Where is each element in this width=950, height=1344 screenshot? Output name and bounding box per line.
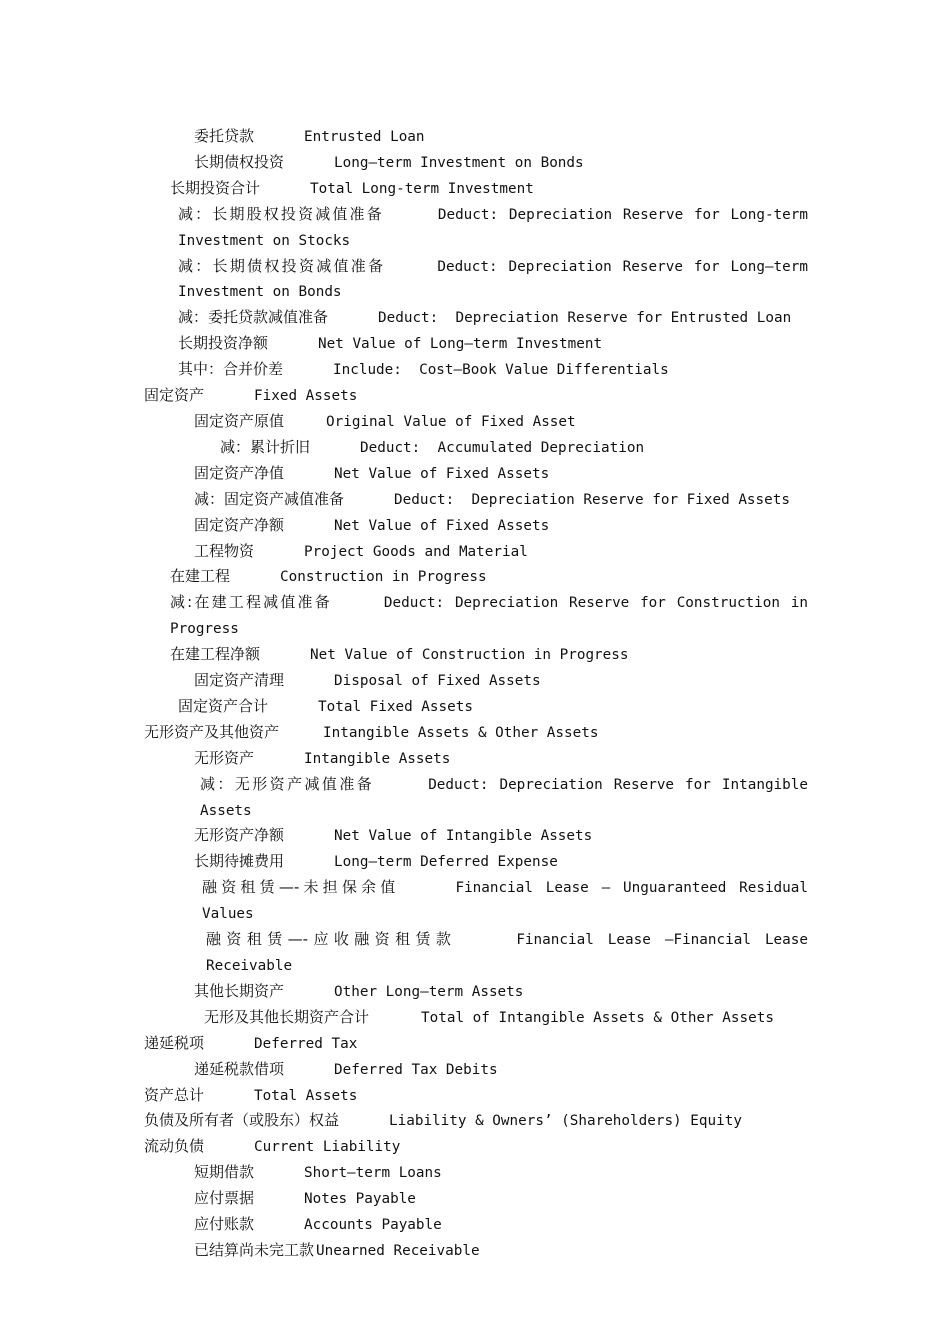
english-term: Deduct: Depreciation Reserve for Intangible Assets bbox=[200, 776, 808, 819]
glossary-entry bbox=[144, 435, 808, 461]
glossary-entry bbox=[144, 668, 808, 694]
english-term: Unearned Receivable bbox=[316, 1242, 480, 1259]
english-term: Total Assets bbox=[254, 1087, 358, 1104]
chinese-term: 已结算尚未完工款 bbox=[194, 1240, 315, 1259]
accounting-glossary bbox=[144, 124, 808, 1264]
chinese-term: 负债及所有者（或股东）权益 bbox=[144, 1111, 340, 1130]
glossary-entry bbox=[144, 487, 808, 513]
glossary-entry bbox=[144, 590, 808, 642]
glossary-entry bbox=[144, 1057, 808, 1083]
chinese-term: 资产总计 bbox=[144, 1085, 205, 1104]
glossary-entry bbox=[144, 305, 808, 331]
chinese-term: 减：固定资产减值准备 bbox=[194, 489, 345, 508]
chinese-term: 无形及其他长期资产合计 bbox=[204, 1007, 370, 1026]
glossary-entry bbox=[144, 331, 808, 357]
glossary-entry bbox=[144, 202, 808, 254]
chinese-term: 减：无形资产减值准备 bbox=[200, 774, 375, 793]
chinese-term: 在建工程净额 bbox=[170, 645, 261, 664]
english-term: Deduct: Depreciation Reserve for Long—term Investment on Bonds bbox=[178, 258, 808, 301]
english-term: Deferred Tax bbox=[254, 1035, 358, 1052]
chinese-term: 减：委托贷款减值准备 bbox=[178, 308, 329, 327]
glossary-entry bbox=[144, 409, 808, 435]
english-term: Financial Lease –Financial Lease Receivable bbox=[206, 932, 808, 974]
glossary-entry bbox=[144, 1108, 808, 1134]
chinese-term: 长期投资净额 bbox=[178, 334, 269, 353]
glossary-entry bbox=[144, 150, 808, 176]
english-term: Original Value of Fixed Asset bbox=[326, 413, 576, 430]
english-term: Current Liability bbox=[254, 1139, 401, 1156]
english-term: Deduct: Depreciation Reserve for Entrusted Loan bbox=[378, 310, 792, 327]
english-term: Total Fixed Assets bbox=[318, 698, 473, 715]
chinese-term: 减:在建工程减值准备 bbox=[170, 593, 332, 612]
chinese-term: 无形资产及其他资产 bbox=[144, 722, 280, 741]
glossary-entry bbox=[144, 539, 808, 565]
chinese-term: 长期投资合计 bbox=[170, 178, 261, 197]
glossary-entry bbox=[144, 383, 808, 409]
glossary-entry bbox=[144, 461, 808, 487]
chinese-term: 固定资产清理 bbox=[194, 671, 285, 690]
english-term: Liability & Owners’ (Shareholders) Equity bbox=[389, 1113, 742, 1130]
glossary-entry bbox=[144, 124, 808, 150]
english-term: Deduct: Accumulated Depreciation bbox=[360, 439, 645, 456]
glossary-entry bbox=[144, 1134, 808, 1160]
chinese-term: 短期借款 bbox=[194, 1163, 255, 1182]
chinese-term: 无形资产净额 bbox=[194, 826, 285, 845]
chinese-term: 减：累计折旧 bbox=[220, 437, 311, 456]
chinese-term: 其中：合并价差 bbox=[178, 360, 284, 379]
chinese-term: 固定资产合计 bbox=[178, 696, 269, 715]
english-term: Entrusted Loan bbox=[304, 129, 425, 145]
english-term: Net Value of Long—term Investment bbox=[318, 336, 603, 353]
english-term: Financial Lease – Unguaranteed Residual Values bbox=[202, 880, 808, 923]
chinese-term: 递延税款借项 bbox=[194, 1059, 285, 1078]
glossary-entry bbox=[144, 642, 808, 668]
glossary-entry bbox=[144, 1160, 808, 1186]
chinese-term: 固定资产原值 bbox=[194, 411, 285, 430]
glossary-entry bbox=[144, 694, 808, 720]
english-term: Include: Cost—Book Value Differentials bbox=[333, 362, 669, 379]
english-term: Short—term Loans bbox=[304, 1165, 442, 1182]
glossary-entry bbox=[144, 1212, 808, 1238]
english-term: Accounts Payable bbox=[304, 1217, 442, 1234]
glossary-entry bbox=[144, 979, 808, 1005]
chinese-term: 长期债权投资 bbox=[194, 152, 285, 171]
english-term: Long—term Deferred Expense bbox=[334, 854, 558, 871]
chinese-term: 委托贷款 bbox=[194, 127, 255, 145]
english-term: Total Long-term Investment bbox=[310, 180, 534, 197]
english-term: Net Value of Intangible Assets bbox=[334, 828, 593, 845]
glossary-entry bbox=[144, 254, 808, 306]
english-term: Construction in Progress bbox=[280, 569, 487, 586]
chinese-term: 长期待摊费用 bbox=[194, 852, 285, 871]
glossary-entry bbox=[144, 357, 808, 383]
glossary-entry bbox=[144, 772, 808, 824]
english-term: Intangible Assets & Other Assets bbox=[323, 724, 599, 741]
glossary-entry bbox=[144, 1238, 808, 1264]
english-term: Deduct: Depreciation Reserve for Construction in Progress bbox=[170, 595, 808, 638]
chinese-term: 减：长期债权投资减值准备 bbox=[178, 256, 386, 275]
chinese-term: 固定资产 bbox=[144, 386, 205, 405]
glossary-entry bbox=[144, 1186, 808, 1212]
glossary-entry bbox=[144, 564, 808, 590]
chinese-term: 应付账款 bbox=[194, 1215, 255, 1234]
glossary-entry bbox=[144, 1005, 808, 1031]
chinese-term: 融资租赁—-未担保余值 bbox=[202, 878, 400, 897]
glossary-entry bbox=[144, 1031, 808, 1057]
english-term: Total of Intangible Assets & Other Assets bbox=[421, 1009, 774, 1026]
glossary-entry bbox=[144, 823, 808, 849]
glossary-entry bbox=[144, 1083, 808, 1109]
english-term: Net Value of Construction in Progress bbox=[310, 647, 629, 664]
chinese-term: 其他长期资产 bbox=[194, 981, 285, 1000]
english-term: Disposal of Fixed Assets bbox=[334, 673, 541, 690]
english-term: Net Value of Fixed Assets bbox=[334, 517, 550, 534]
glossary-entry bbox=[144, 746, 808, 772]
glossary-entry bbox=[144, 875, 808, 927]
english-term: Long—term Investment on Bonds bbox=[334, 154, 584, 171]
chinese-term: 在建工程 bbox=[170, 567, 231, 586]
english-term: Deferred Tax Debits bbox=[334, 1061, 498, 1078]
english-term: Other Long—term Assets bbox=[334, 983, 524, 1000]
english-term: Net Value of Fixed Assets bbox=[334, 465, 550, 482]
chinese-term: 工程物资 bbox=[194, 541, 255, 560]
chinese-term: 固定资产净额 bbox=[194, 515, 285, 534]
english-term: Notes Payable bbox=[304, 1191, 416, 1208]
chinese-term: 无形资产 bbox=[194, 748, 255, 767]
chinese-term: 流动负债 bbox=[144, 1137, 205, 1156]
english-term: Fixed Assets bbox=[254, 388, 358, 405]
glossary-entry bbox=[144, 513, 808, 539]
english-term: Deduct: Depreciation Reserve for Fixed Assets bbox=[394, 491, 790, 508]
chinese-term: 减：长期股权投资减值准备 bbox=[178, 204, 384, 223]
glossary-entry bbox=[144, 927, 808, 979]
english-term: Intangible Assets bbox=[304, 750, 451, 767]
chinese-term: 递延税项 bbox=[144, 1033, 205, 1052]
english-term: Deduct: Depreciation Reserve for Long-term Investment on Stocks bbox=[178, 206, 808, 249]
glossary-entry bbox=[144, 720, 808, 746]
chinese-term: 应付票据 bbox=[194, 1189, 255, 1208]
chinese-term: 融资租赁—-应收融资租赁款 bbox=[206, 930, 457, 949]
glossary-entry bbox=[144, 849, 808, 875]
glossary-entry bbox=[144, 176, 808, 202]
english-term: Project Goods and Material bbox=[304, 543, 528, 560]
chinese-term: 固定资产净值 bbox=[194, 463, 285, 482]
